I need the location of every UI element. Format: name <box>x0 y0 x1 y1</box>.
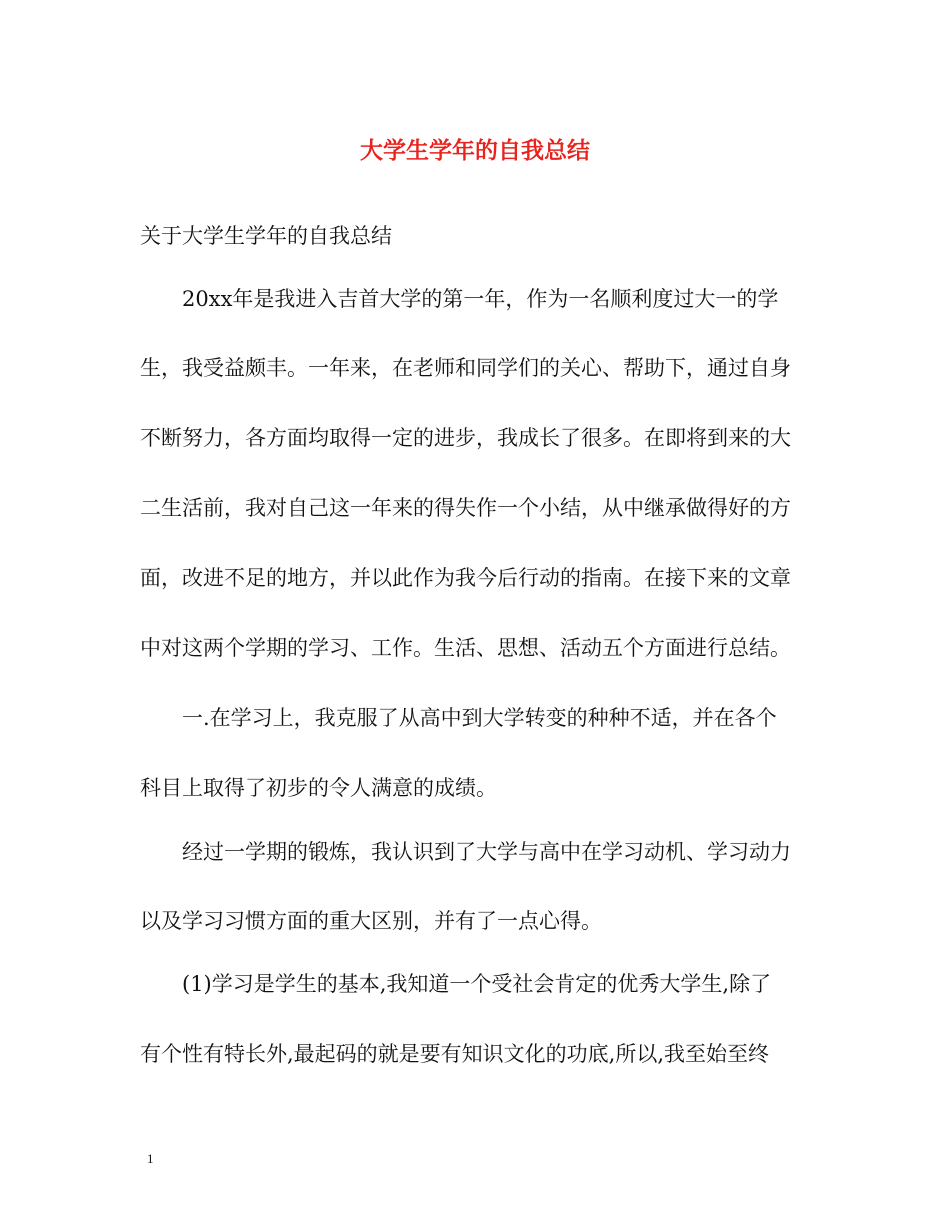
document-title: 大学生学年的自我总结 <box>360 137 590 164</box>
paragraph-line: 生，我受益颇丰。一年来，在老师和同学们的关心、帮助下，通过自身 <box>140 356 791 380</box>
paragraph-line: 经过一学期的锻炼，我认识到了大学与高中在学习动机、学习动力 <box>182 840 791 864</box>
paragraph-line: 有个性有特长外,最起码的就是要有知识文化的功底,所以,我至始至终 <box>140 1042 770 1066</box>
paragraph-line: 以及学习习惯方面的重大区别，并有了一点心得。 <box>140 909 602 933</box>
paragraph-line: 20xx年是我进入吉首大学的第一年，作为一名顺利度过大一的学 <box>182 287 779 311</box>
paragraph-line: 科目上取得了初步的令人满意的成绩。 <box>140 776 497 800</box>
page-number: 1 <box>147 1151 154 1166</box>
paragraph-line: 一.在学习上，我克服了从高中到大学转变的种种不适，并在各个 <box>182 706 777 730</box>
subtitle-line: 关于大学生学年的自我总结 <box>140 224 392 248</box>
paragraph-line: 二生活前，我对自己这一年来的得失作一个小结，从中继承做得好的方 <box>140 496 791 520</box>
paragraph-line: 中对这两个学期的学习、工作。生活、思想、活动五个方面进行总结。 <box>140 636 791 660</box>
paragraph-line: 面，改进不足的地方，并以此作为我今后行动的指南。在接下来的文章 <box>140 566 791 590</box>
paragraph-line: 不断努力，各方面均取得一定的进步，我成长了很多。在即将到来的大 <box>140 426 791 450</box>
paragraph-line: (1)学习是学生的基本,我知道一个受社会肯定的优秀大学生,除了 <box>182 972 772 996</box>
